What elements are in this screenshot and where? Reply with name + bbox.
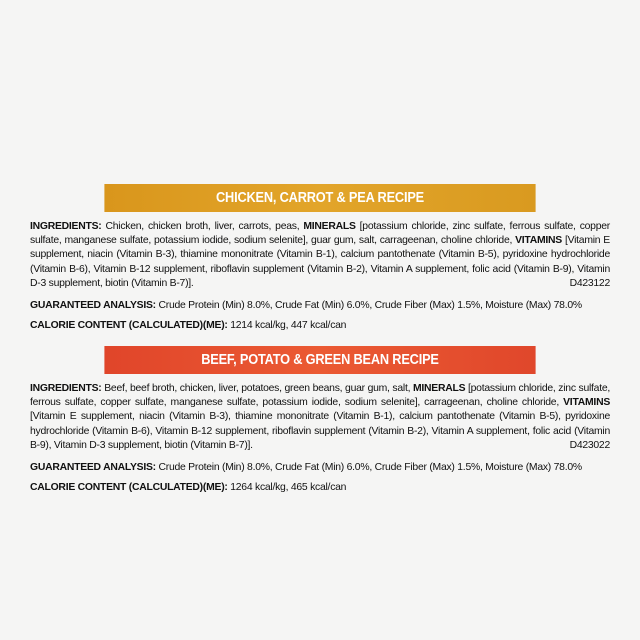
- product-code: D423022: [569, 439, 610, 451]
- analysis-text: Crude Protein (Min) 8.0%, Crude Fat (Min) 6.0%, Crude Fiber (Max) 1.5%, Moisture (Max) 78.0%: [155, 462, 582, 474]
- ingredients-label: INGREDIENTS:: [30, 383, 102, 394]
- ingredients-paragraph: [30, 220, 610, 291]
- recipe-title: BEEF, POTATO & GREEN BEAN RECIPE: [201, 352, 439, 368]
- calorie-label: CALORIE CONTENT (CALCULATED)(ME):: [30, 320, 228, 332]
- guaranteed-analysis: [30, 461, 610, 475]
- ingredients-text-3: [Vitamin E supplement, niacin (Vitamin B-3), thiamine mononitrate (Vitamin B-1), calcium pantothenate (Vitamin B-5), pyridoxine hydrochloride (Vitamin B-6), Vitamin B-12 supplement, riboflavin supplement (Vitamin B-2), Vitamin A supplement, folic acid (Vitamin B-9), Vitamin D-3 supplement, biotin (Vitamin B-7)].: [30, 411, 610, 451]
- recipe-title: CHICKEN, CARROT & PEA RECIPE: [215, 190, 424, 206]
- recipe-beef: [30, 346, 610, 495]
- minerals-label: MINERALS: [303, 221, 356, 232]
- calorie-text: 1264 kcal/kg, 465 kcal/can: [227, 482, 347, 494]
- ingredients-label: INGREDIENTS:: [30, 221, 102, 232]
- ingredients-text-1: Chicken, chicken broth, liver, carrots, peas,: [101, 221, 304, 232]
- analysis-text: Crude Protein (Min) 8.0%, Crude Fat (Min) 6.0%, Crude Fiber (Max) 1.5%, Moisture (Max) 78.0%: [155, 300, 582, 312]
- analysis-label: GUARANTEED ANALYSIS:: [30, 300, 156, 312]
- vitamins-label: VITAMINS: [563, 397, 610, 409]
- ingredients-text-2: [potassium chloride, zinc sulfate, ferrous sulfate, copper sulfate, manganese sulfate, potassium iodide, sodium selenite], guar gum, salt, carrageenan, choline chloride,: [30, 221, 610, 247]
- vitamins-label: VITAMINS: [515, 235, 562, 247]
- calorie-content: [30, 481, 610, 495]
- ingredients-text-2: [potassium chloride, zinc sulfate, ferrous sulfate, copper sulfate, manganese sulfate, potassium iodide, sodium selenite], carrageenan, choline chloride,: [30, 383, 611, 409]
- ingredients-text-1: Beef, beef broth, chicken, liver, potatoes, green beans, guar gum, salt,: [101, 383, 413, 394]
- product-code: D423122: [569, 277, 610, 289]
- calorie-label: CALORIE CONTENT (CALCULATED)(ME):: [30, 482, 228, 494]
- recipe-title-banner: [104, 184, 535, 212]
- analysis-label: GUARANTEED ANALYSIS:: [30, 462, 156, 474]
- minerals-label: MINERALS: [413, 383, 466, 394]
- recipe-chicken: [30, 184, 610, 333]
- guaranteed-analysis: [30, 299, 610, 313]
- ingredients-text-3: [Vitamin E supplement, niacin (Vitamin B-3), thiamine mononitrate (Vitamin B-1), calcium pantothenate (Vitamin B-5), pyridoxine hydrochloride (Vitamin B-6), Vitamin B-12 supplement, riboflavin supplement (Vitamin B-2), Vitamin A supplement, folic acid (Vitamin B-9), Vitamin D-3 supplement, biotin (Vitamin B-7)].: [30, 235, 610, 289]
- recipe-title-banner: [104, 346, 535, 374]
- calorie-content: [30, 319, 610, 333]
- ingredients-paragraph: [30, 382, 610, 453]
- calorie-text: 1214 kcal/kg, 447 kcal/can: [227, 320, 347, 332]
